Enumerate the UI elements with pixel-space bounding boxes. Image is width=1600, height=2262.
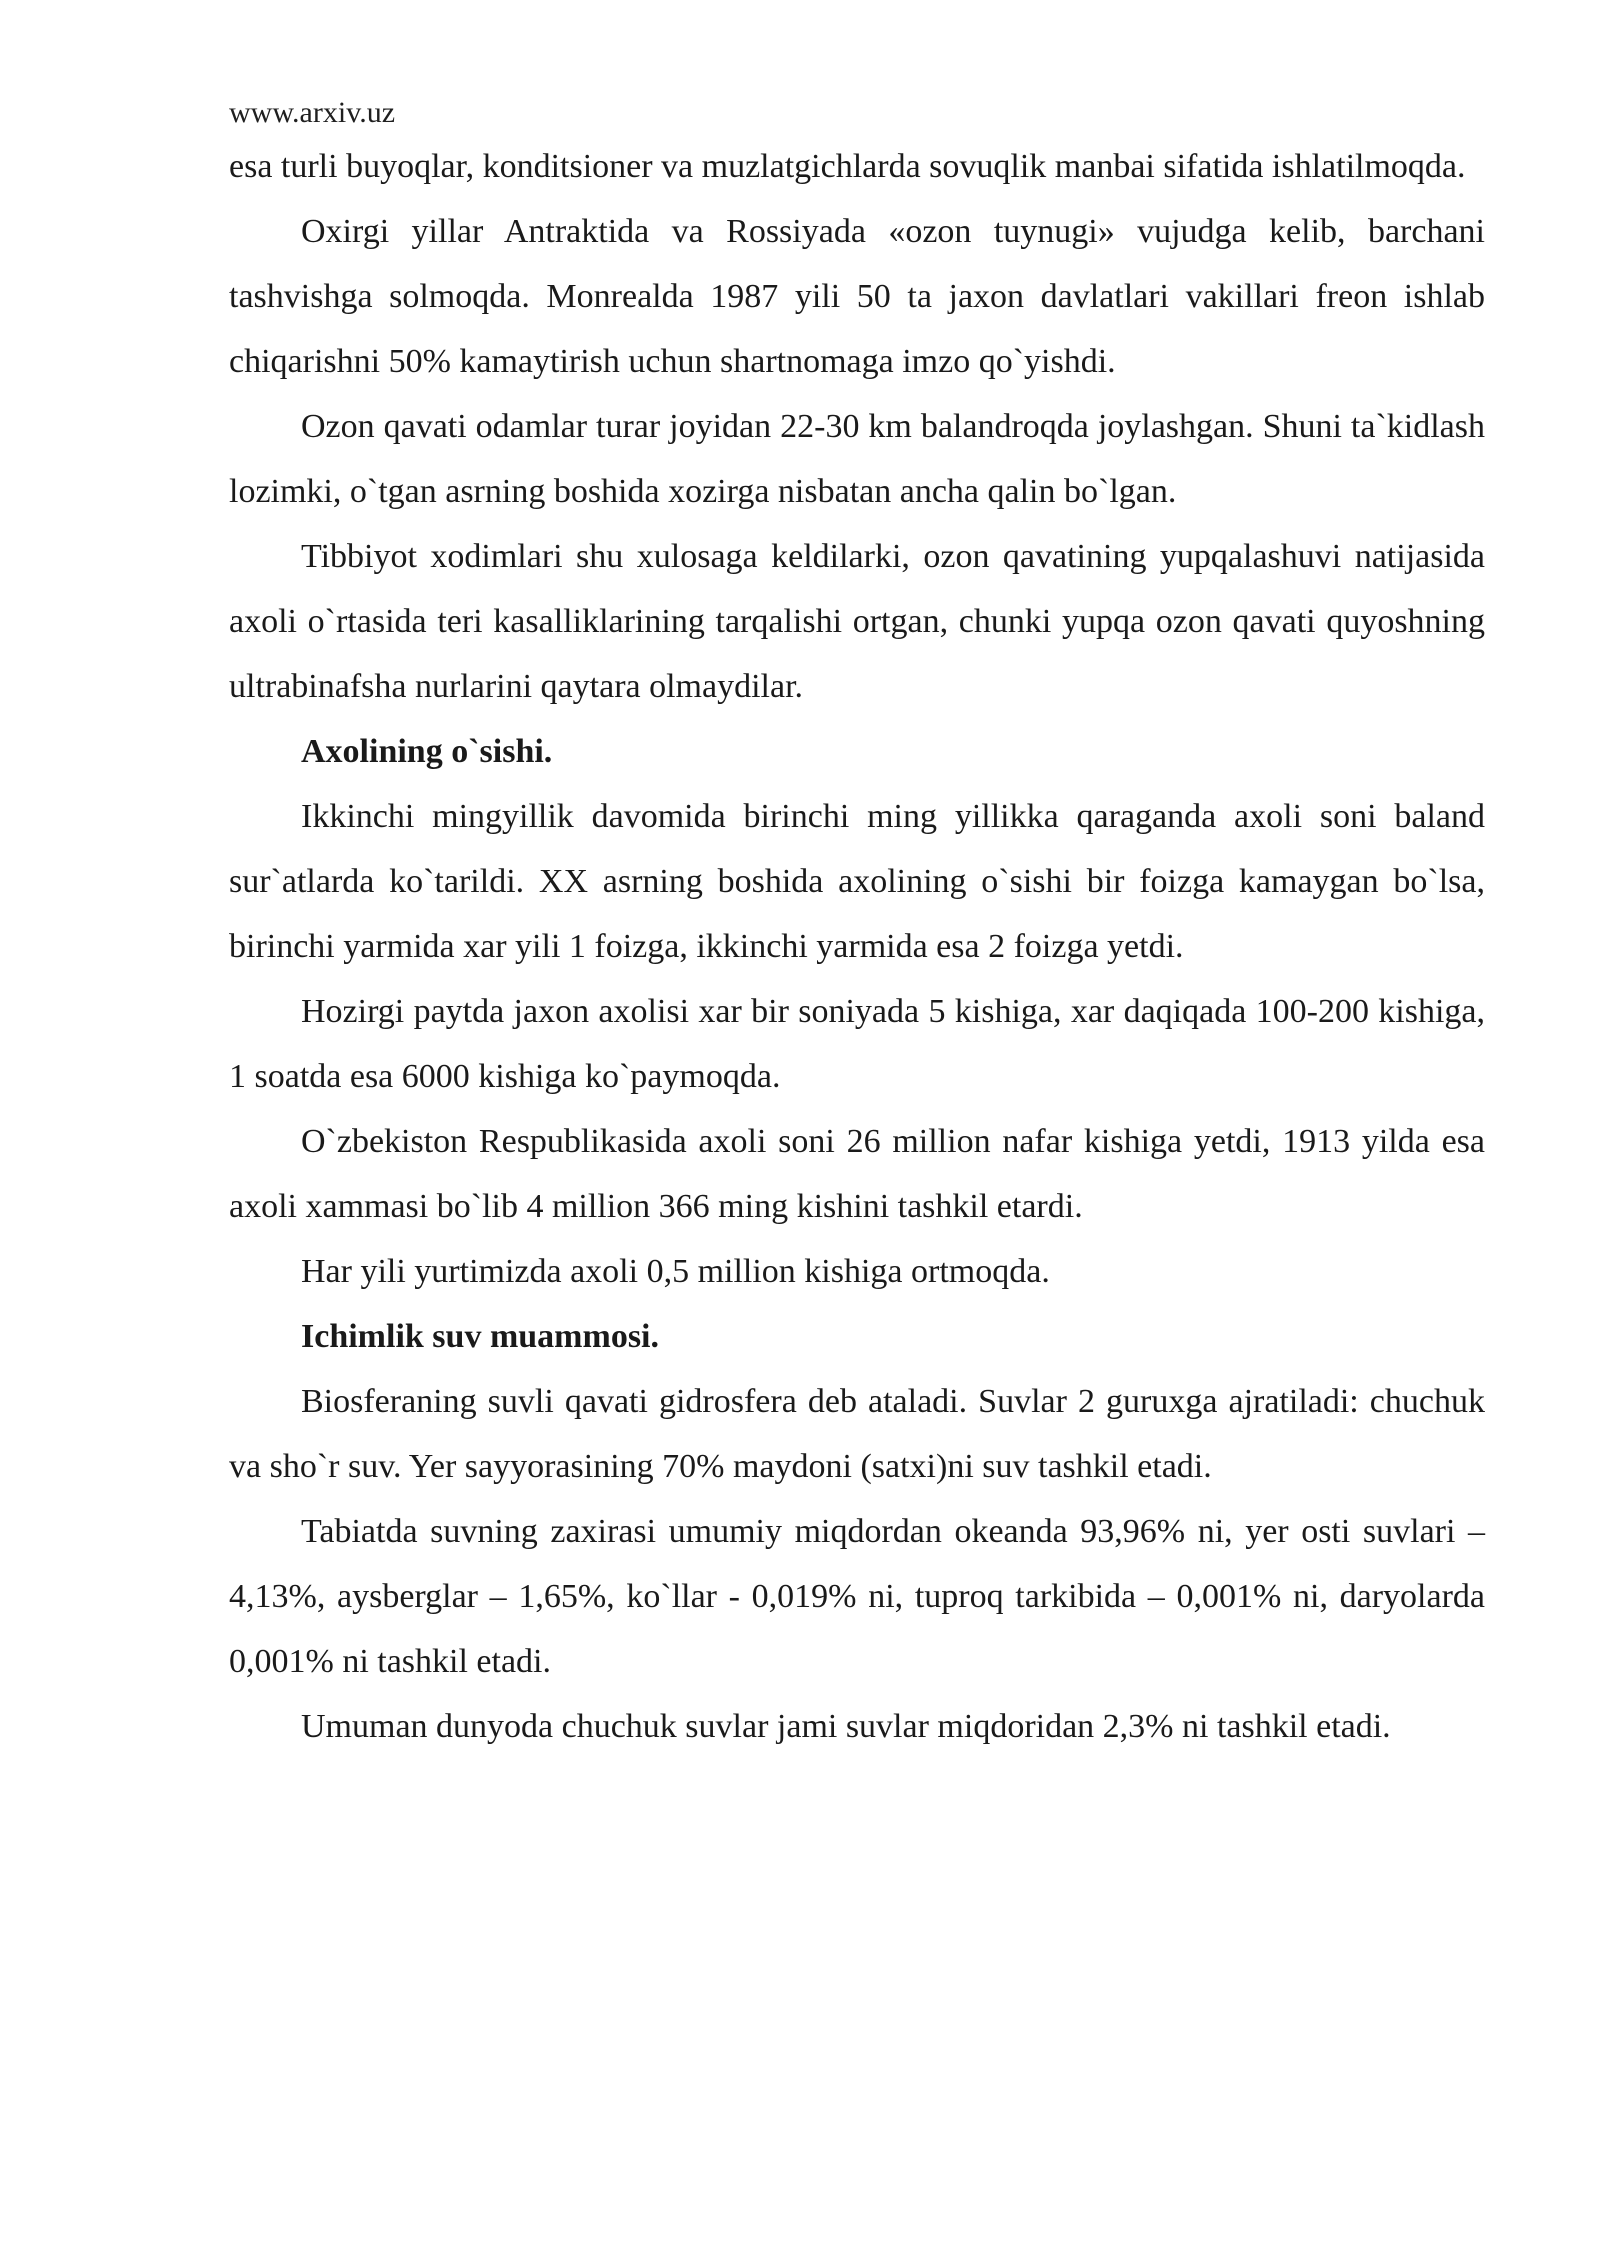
section-heading-water: Ichimlik suv muammosi. bbox=[301, 1318, 659, 1355]
paragraph-continuation: esa turli buyoqlar, konditsioner va muzlatgichlarda sovuqlik manbai sifatida ishlatilmoqda. bbox=[229, 148, 1466, 185]
paragraph-population-rate: Hozirgi paytda jaxon axolisi xar bir soniyada 5 kishiga, xar daqiqada 100-200 kishiga, 1 soatda esa 6000 kishiga ko`paymoqda. bbox=[229, 993, 1485, 1095]
site-url: www.arxiv.uz bbox=[229, 96, 396, 129]
section-heading-population: Axolining o`sishi. bbox=[301, 733, 553, 770]
paragraph-medical: Tibbiyot xodimlari shu xulosaga keldilarki, ozon qavatining yupqalashuvi natijasida axoli o`rtasida teri kasalliklarining tarqalishi ortgan, chunki yupqa ozon qavati quyoshning ultrabinafsha nurlarini qaytara olmaydilar. bbox=[229, 538, 1485, 705]
paragraph-fresh-water: Umuman dunyoda chuchuk suvlar jami suvlar miqdoridan 2,3% ni tashkil etadi. bbox=[301, 1708, 1391, 1745]
paragraph-water-reserves: Tabiatda suvning zaxirasi umumiy miqdordan okeanda 93,96% ni, yer osti suvlari – 4,13%, aysberglar – 1,65%, ko`llar - 0,019% ni, tuproq tarkibida – 0,001% ni, daryolarda 0,001% ni tashkil etadi. bbox=[229, 1513, 1485, 1680]
document-page bbox=[229, 92, 1485, 1759]
paragraph-ozone-hole: Oxirgi yillar Antraktida va Rossiyada «ozon tuynugi» vujudga kelib, barchani tashvishga solmoqda. Monrealda 1987 yili 50 ta jaxon davlatlari vakillari freon ishlab chiqarishni 50% kamaytirish uchun shartnomaga imzo qo`yishdi. bbox=[229, 213, 1485, 380]
paragraph-ozone-layer: Ozon qavati odamlar turar joyidan 22-30 km balandroqda joylashgan. Shuni ta`kidlash lozimki, o`tgan asrning boshida xozirga nisbatan ancha qalin bo`lgan. bbox=[229, 408, 1485, 510]
paragraph-uzbekistan-population: O`zbekiston Respublikasida axoli soni 26 million nafar kishiga yetdi, 1913 yilda esa axoli xammasi bo`lib 4 million 366 ming kishini tashkil etardi. bbox=[229, 1123, 1485, 1225]
paragraph-annual-growth: Har yili yurtimizda axoli 0,5 million kishiga ortmoqda. bbox=[301, 1253, 1050, 1290]
paragraph-population-growth: Ikkinchi mingyillik davomida birinchi ming yillikka qaraganda axoli soni baland sur`atlarda ko`tarildi. XX asrning boshida axolining o`sishi bir foizga kamaygan bo`lsa, birinchi yarmida xar yili 1 foizga, ikkinchi yarmida esa 2 foizga yetdi. bbox=[229, 798, 1485, 965]
paragraph-hydrosphere: Biosferaning suvli qavati gidrosfera deb ataladi. Suvlar 2 guruxga ajratiladi: chuchuk va sho`r suv. Yer sayyorasining 70% maydoni (satxi)ni suv tashkil etadi. bbox=[229, 1383, 1485, 1485]
